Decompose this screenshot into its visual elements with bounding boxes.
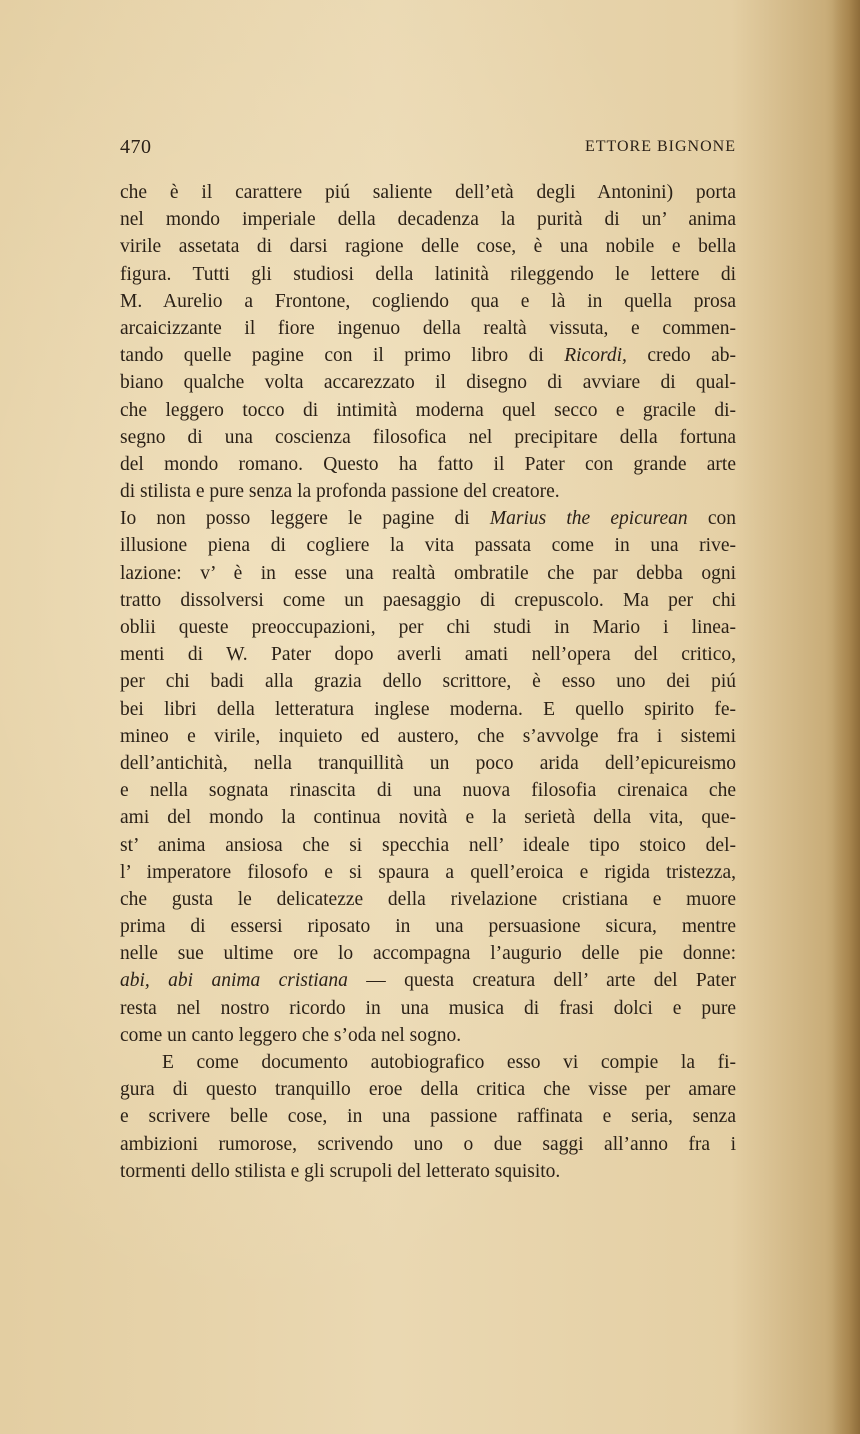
text-line: nelle sue ultime ore lo accompagna l’augurio delle pie donne:	[120, 943, 736, 965]
text-line: tratto dissolversi come un paesaggio di crepuscolo. Ma per chi	[120, 589, 736, 611]
text-line: biano qualche volta accarezzato il disegno di avviare di qual-	[120, 372, 736, 394]
text-line: e scrivere belle cose, in una passione raffinata e seria, senza	[120, 1106, 736, 1128]
text-line	[120, 342, 736, 369]
text-line: prima di essersi riposato in una persuasione sicura, mentre	[120, 916, 736, 938]
text-line: E come documento autobiografico esso vi compie la fi-	[162, 1052, 736, 1073]
text-line: M. Aurelio a Frontone, cogliendo qua e là in quella prosa	[120, 290, 736, 312]
text-line	[120, 505, 736, 532]
text-line: che leggero tocco di intimità moderna quel secco e gracile di-	[120, 399, 736, 421]
text-fragment: Io non posso leggere le pagine di	[120, 508, 490, 530]
text-line: dell’antichità, nella tranquillità un poco arida dell’epicureismo	[120, 752, 736, 774]
text-line: figura. Tutti gli studiosi della latinità rileggendo le lettere di	[120, 263, 736, 285]
italic-title: Ricordi,	[564, 345, 627, 367]
text-line: di stilista e pure senza la profonda passione del creatore.	[120, 481, 560, 503]
text-line: come un canto leggero che s’oda nel sogno.	[120, 1024, 462, 1046]
text-line: che gusta le delicatezze della rivelazione cristiana e muore	[120, 888, 736, 910]
text-fragment: con	[687, 508, 737, 530]
running-head: ETTORE BIGNONE	[584, 138, 736, 155]
page-header	[120, 136, 736, 160]
text-line: e nella sognata rinascita di una nuova filosofia cirenaica che	[120, 780, 736, 802]
text-line: per chi badi alla grazia dello scrittore, è esso uno dei piú	[120, 671, 736, 693]
text-line: nel mondo imperiale della decadenza la purità di un’ anima	[120, 209, 736, 231]
text-line: del mondo romano. Questo ha fatto il Pater con grande arte	[120, 453, 736, 475]
text-line: st’ anima ansiosa che si specchia nell’ ideale tipo stoico del-	[120, 834, 736, 856]
page-number: 470	[120, 136, 152, 158]
text-line: ambizioni rumorose, scrivendo uno o due saggi all’anno fra i	[120, 1133, 736, 1155]
text-line: arcaicizzante il fiore ingenuo della realtà vissuta, e commen-	[120, 317, 736, 339]
text-line: illusione piena di cogliere la vita passata come in una rive-	[120, 535, 736, 557]
text-line: resta nel nostro ricordo in una musica di frasi dolci e pure	[120, 997, 736, 1019]
text-line: ami del mondo la continua novità e la serietà della vita, que-	[120, 807, 736, 829]
italic-title: abi, abi anima cristiana	[120, 970, 348, 992]
text-fragment: credo ab-	[626, 345, 737, 367]
text-line	[120, 967, 736, 994]
text-fragment: — questa creatura dell’ arte del Pater	[347, 970, 737, 992]
text-line: segno di una coscienza filosofica nel precipitare della fortuna	[120, 426, 736, 448]
text-line: lazione: v’ è in esse una realtà ombratile che par debba ogni	[120, 562, 736, 584]
text-line: bei libri della letteratura inglese moderna. E quello spirito fe-	[120, 698, 736, 720]
text-line: menti di W. Pater dopo averli amati nell’opera del critico,	[120, 644, 736, 666]
italic-title: Marius the epicurean	[489, 508, 688, 530]
text-line: che è il carattere piú saliente dell’età degli Antonini) porta	[120, 182, 736, 203]
text-fragment: tando quelle pagine con il primo libro di	[120, 345, 565, 367]
text-line: oblii queste preoccupazioni, per chi studi in Mario i linea-	[120, 617, 736, 638]
body-text	[120, 179, 736, 1185]
text-line: virile assetata di darsi ragione delle cose, è una nobile e bella	[120, 236, 736, 258]
text-line: gura di questo tranquillo eroe della critica che visse per amare	[120, 1079, 736, 1101]
text-line: mineo e virile, inquieto ed austero, che s’avvolge fra i sistemi	[120, 725, 736, 747]
text-line: tormenti dello stilista e gli scrupoli del letterato squisito.	[120, 1160, 561, 1182]
text-line: l’ imperatore filosofo e si spaura a quell’eroica e rigida tristezza,	[120, 861, 736, 883]
page-edge-shadow	[832, 0, 860, 1434]
